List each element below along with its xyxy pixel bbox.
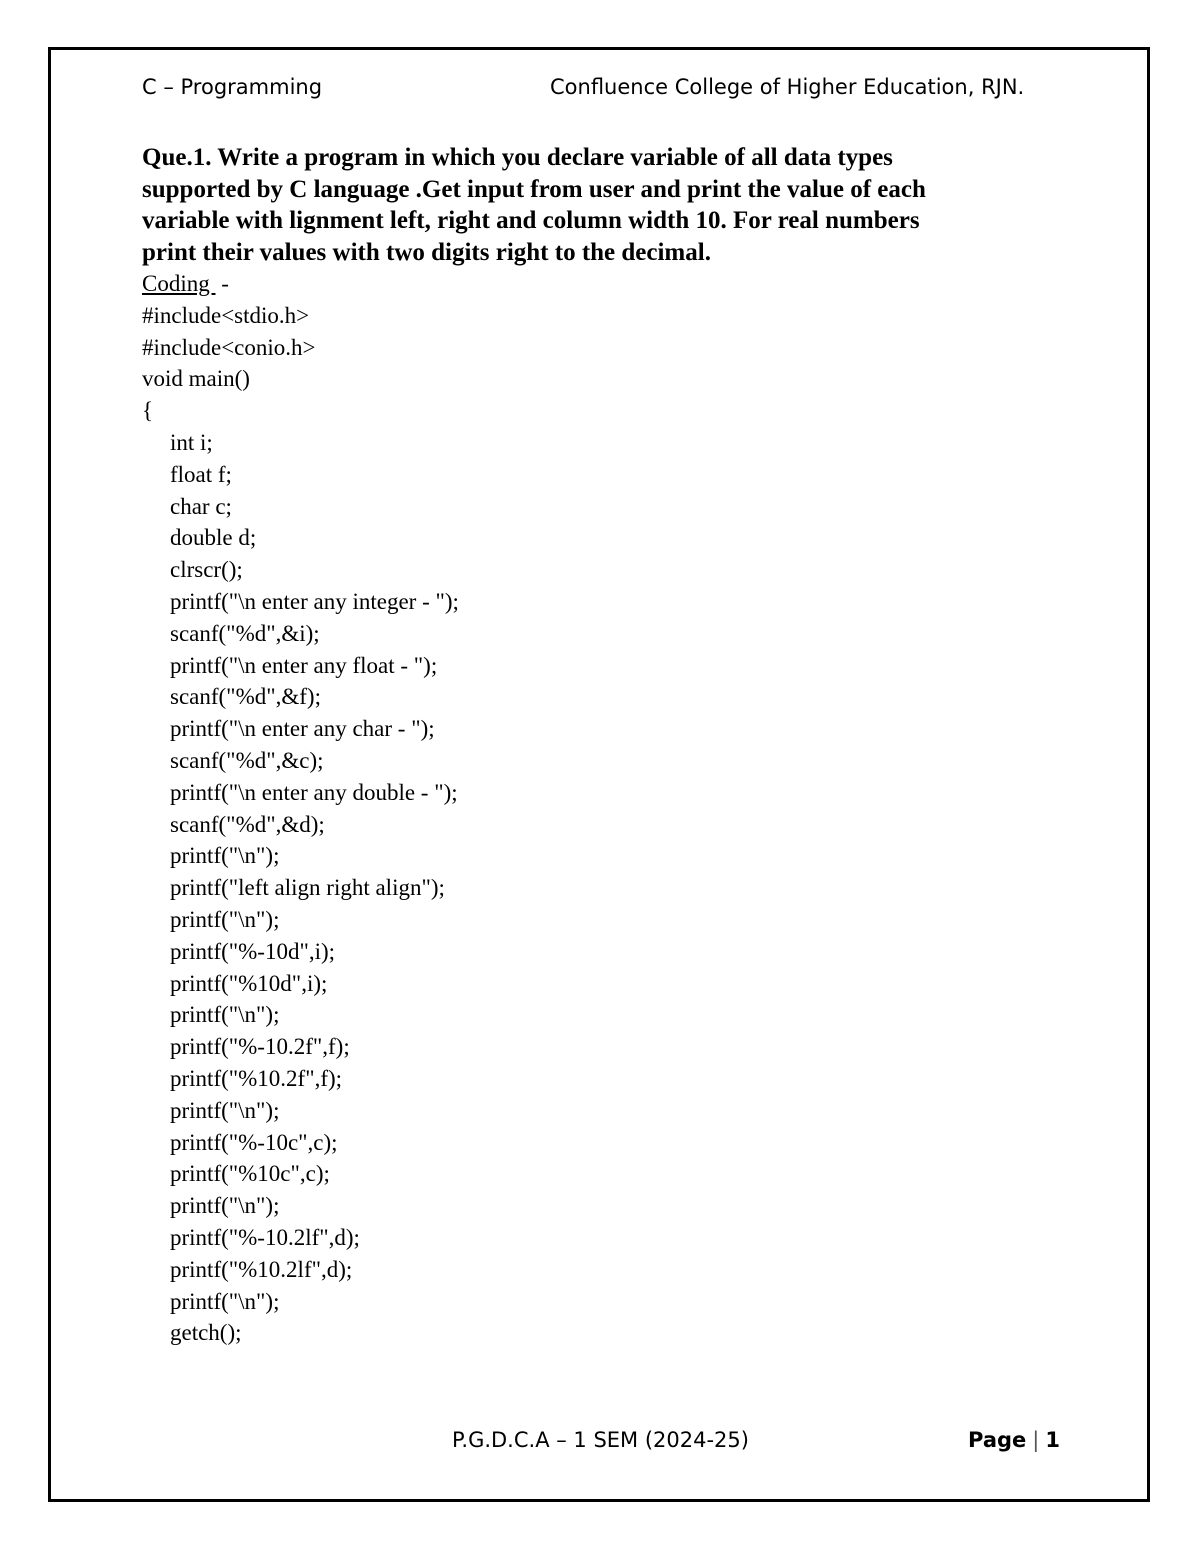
page-separator: | bbox=[1032, 1428, 1040, 1452]
code-line: printf("\n"); bbox=[170, 1097, 280, 1123]
header-subject: C – Programming bbox=[142, 75, 323, 99]
code-line: printf("\n enter any double - "); bbox=[170, 779, 458, 805]
code-line: printf("\n"); bbox=[170, 1002, 280, 1028]
code-line: scanf("%d",&d); bbox=[170, 811, 325, 837]
code-line: { bbox=[142, 398, 154, 424]
footer-course: P.G.D.C.A – 1 SEM (2024-25) bbox=[452, 1428, 749, 1452]
code-line: printf("%10.2f",f); bbox=[170, 1065, 343, 1091]
question-line: variable with lignment left, right and column width 10. For real numbers bbox=[142, 207, 920, 234]
question-text bbox=[142, 142, 1042, 268]
coding-heading-label: Coding bbox=[142, 271, 216, 296]
code-line: clrscr(); bbox=[170, 557, 243, 583]
code-line: printf("%10.2lf",d); bbox=[170, 1256, 353, 1282]
code-line: printf("%-10.2f",f); bbox=[170, 1034, 350, 1060]
code-line: printf("%10d",i); bbox=[170, 970, 328, 996]
code-line: scanf("%d",&c); bbox=[170, 747, 324, 773]
code-line: printf("\n enter any integer - "); bbox=[170, 588, 459, 614]
code-line: printf("\n"); bbox=[170, 843, 280, 869]
code-line: int i; bbox=[170, 429, 213, 455]
code-line: printf("%-10c",c); bbox=[170, 1129, 338, 1155]
code-line: printf("\n enter any char - "); bbox=[170, 716, 435, 742]
code-line: #include<conio.h> bbox=[142, 334, 316, 360]
code-line: printf("\n"); bbox=[170, 1288, 280, 1314]
code-line: printf("\n"); bbox=[170, 1193, 280, 1219]
question-line: print their values with two digits right to the decimal. bbox=[142, 238, 711, 266]
header-college: Confluence College of Higher Education, RJN. bbox=[550, 75, 1025, 99]
code-line: printf("%10c",c); bbox=[170, 1161, 330, 1187]
code-line: getch(); bbox=[170, 1320, 242, 1346]
code-line: char c; bbox=[170, 493, 232, 519]
code-line: double d; bbox=[170, 525, 257, 551]
code-line: scanf("%d",&f); bbox=[170, 684, 321, 710]
question-line: Que.1. Write a program in which you declare variable of all data types bbox=[142, 144, 893, 171]
page-label: Page bbox=[968, 1428, 1027, 1452]
code-line: #include<stdio.h> bbox=[142, 302, 310, 328]
code-line: printf("%-10.2lf",d); bbox=[170, 1224, 360, 1250]
code-block bbox=[142, 268, 459, 1349]
code-line: printf("left align right align"); bbox=[170, 875, 445, 901]
code-line: printf("%-10d",i); bbox=[170, 938, 336, 964]
coding-heading-suffix: - bbox=[215, 271, 229, 296]
code-line: scanf("%d",&i); bbox=[170, 620, 320, 646]
footer-page bbox=[968, 1428, 1060, 1452]
code-line: printf("\n enter any float - "); bbox=[170, 652, 438, 678]
code-line: float f; bbox=[170, 461, 232, 487]
code-line: void main() bbox=[142, 366, 250, 392]
code-line: printf("\n"); bbox=[170, 906, 280, 932]
page-number: 1 bbox=[1045, 1428, 1060, 1452]
question-line: supported by C language .Get input from user and print the value of each bbox=[142, 175, 926, 203]
coding-heading bbox=[142, 268, 459, 300]
